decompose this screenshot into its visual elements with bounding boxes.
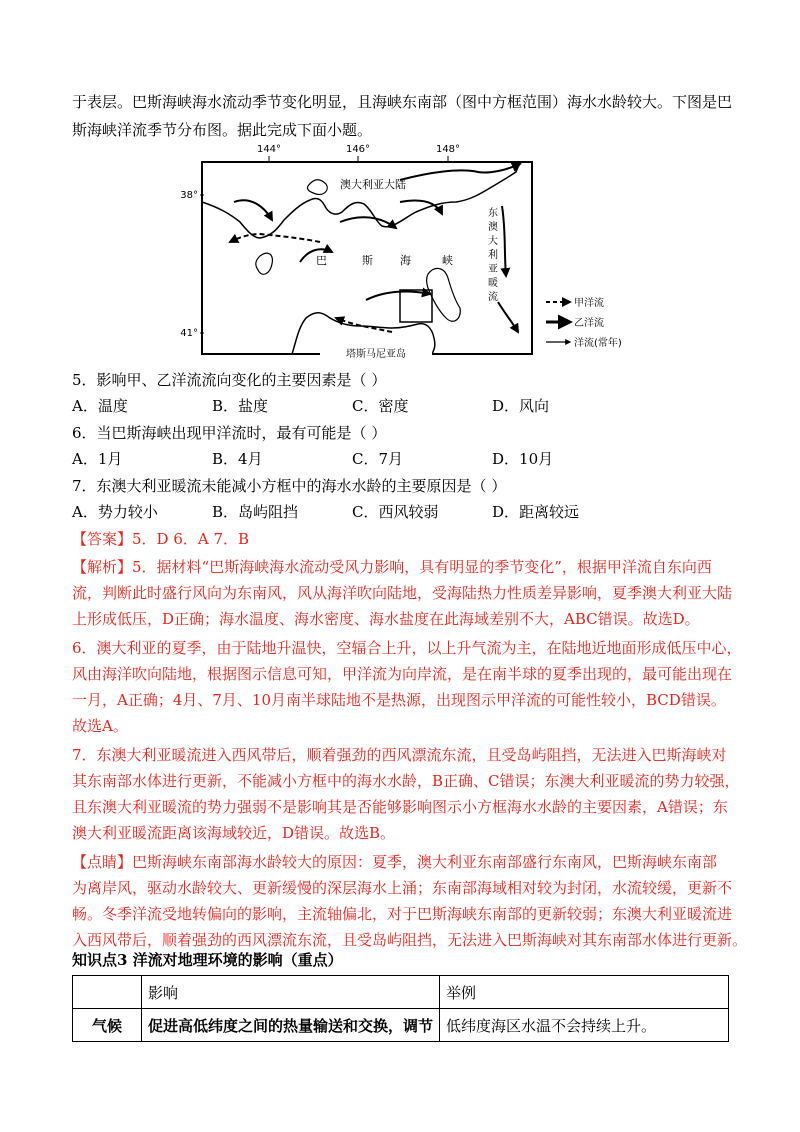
q5-stem: 5．影响甲、乙洋流流向变化的主要因素是（ ）	[72, 371, 387, 389]
mainland-label: 澳大利亚大陆	[340, 178, 406, 191]
analysis-line-8: 7．东澳大利亚暖流进入西风带后，顺着强劲的西风漂流东流，且受岛屿阻挡，无法进入巴斯海峡对	[72, 746, 727, 764]
legend-perennial-label: 洋流(常年)	[574, 338, 622, 349]
lat-label-41: 41°	[180, 328, 198, 339]
jia-current-arrow-2	[336, 318, 392, 332]
q5-option-a: A．温度	[72, 397, 128, 415]
eac-label-1: 东	[488, 208, 498, 219]
current-arrow-west	[234, 200, 272, 220]
eac-label-5: 亚	[488, 264, 498, 275]
q6-stem: 6．当巴斯海峡出现甲洋流时，最有可能是（ ）	[72, 424, 387, 442]
q7-option-a: A．势力较小	[72, 503, 158, 521]
table-cell-example: 低纬度海区水温不会持续上升。	[440, 1009, 729, 1042]
current-arrow-north	[400, 164, 520, 180]
answer-line	[72, 529, 732, 549]
tip-line-3: 畅。冬季洋流受地转偏向的影响，主流轴偏北，对于巴斯海峡东南部的更新较弱；东澳大利亚暖流进	[72, 905, 733, 923]
analysis-line-10: 且东澳大利亚暖流的势力强弱不是影响其是否能够影响图示小方框海水水龄的主要因素，A错误；东	[72, 798, 728, 816]
king-island	[256, 253, 273, 274]
q7-option-c: C．西风较弱	[352, 503, 439, 521]
analysis-line-3: 上形成低压，D正确；海水温度、海水密度、海水盐度在此海域差别不大，ABC错误。故选D。	[72, 610, 700, 628]
table-cell-category: 气候	[73, 1009, 142, 1042]
strait-label-4: 峡	[442, 254, 453, 267]
eac-arrow-lower	[498, 302, 518, 332]
jia-current-arrow-1	[230, 234, 320, 242]
table-header-cell-0	[73, 976, 142, 1009]
analysis-line-11: 澳大利亚暖流距离该海域较近，D错误。故选B。	[72, 824, 396, 842]
tip-tag: 【点睛】	[72, 853, 133, 871]
eac-arrow	[502, 206, 506, 276]
q7-option-b: B．岛屿阻挡	[212, 503, 299, 521]
knowledge-table	[72, 975, 729, 1042]
strait-label-1: 巴	[316, 254, 327, 267]
table-row	[73, 1009, 729, 1042]
tip-line-2: 为离岸风，驱动水龄较大、更新缓慢的深层海水上涌；东南部海域相对较为封闭，水流较缓，更新不	[72, 879, 733, 897]
q5-option-c: C．密度	[352, 397, 409, 415]
analysis-tag: 【解析】	[72, 558, 133, 576]
lon-label-146: 146°	[345, 144, 371, 155]
table-cell-impact: 促进高低纬度之间的热量输送和交换，调节	[142, 1009, 440, 1042]
table-header-cell-1: 影响	[142, 976, 440, 1009]
eac-label-3: 大	[488, 236, 498, 247]
q6-option-c: C．7月	[352, 450, 404, 468]
q5-option-b: B．盐度	[212, 397, 269, 415]
legend-jia-label: 甲洋流	[574, 298, 604, 309]
eac-label-2: 澳	[488, 222, 498, 233]
eac-label-7: 流	[488, 292, 498, 303]
current-arrow-south	[366, 292, 430, 300]
tip-line-4: 入西风带后，顺着强劲的西风漂流东流，且受岛屿阻挡，无法进入巴斯海峡对其东南部水体进行更新。	[72, 931, 748, 949]
legend-yi-label: 乙洋流	[574, 318, 604, 329]
lon-label-148: 148°	[435, 144, 461, 155]
q6-option-d: D．10月	[492, 450, 554, 468]
answer-text: 5．D 6．A 7．B	[132, 530, 250, 548]
port-phillip-outline	[307, 180, 327, 195]
tip-text-1: 巴斯海峡东南部海水龄较大的原因：夏季，澳大利亚东南部盛行东南风，巴斯海峡东南部	[132, 853, 718, 871]
answer-tag: 【答案】	[72, 530, 133, 548]
analysis-line-6: 一月，A正确；4月、7月、10月南半球陆地不是热源，出现图示甲洋流的可能性较小，BCD错误。	[72, 691, 726, 709]
intro-line-1: 于表层。巴斯海峡海水流动季节变化明显，且海峡东南部（图中方框范围）海水水龄较大。下图是巴	[72, 93, 733, 111]
q5-option-d: D．风向	[492, 397, 550, 415]
table-header-row	[73, 976, 729, 1009]
tip-line-1	[72, 852, 732, 872]
analysis-line-5: 风由海洋吹向陆地，根据图示信息可知，甲洋流为向岸流，是在南半球的夏季出现的，最可能出现在	[72, 665, 733, 683]
eac-label-4: 利	[488, 250, 498, 261]
analysis-text-1: 5．据材料“巴斯海峡海水流动受风力影响，具有明显的季节变化”，根据甲洋流自东向西	[132, 558, 712, 576]
q6-option-b: B．4月	[212, 450, 263, 468]
strait-label-3: 海	[400, 254, 411, 267]
current-arrow-east	[400, 201, 442, 215]
intro-line-2: 斯海峡洋流季节分布图。据此完成下面小题。	[72, 121, 373, 139]
high-water-age-box	[400, 290, 432, 322]
analysis-line-1	[72, 557, 732, 577]
lon-label-144: 144°	[256, 144, 282, 155]
knowledge-heading: 知识点3 洋流对地理环境的影响（重点）	[72, 951, 343, 969]
q7-stem: 7．东澳大利亚暖流未能减小方框中的海水水龄的主要原因是（ ）	[72, 477, 507, 495]
bass-strait-current-map	[160, 142, 640, 364]
q6-option-a: A．1月	[72, 450, 123, 468]
strait-label-2: 斯	[362, 254, 373, 267]
analysis-line-4: 6．澳大利亚的夏季，由于陆地升温快，空辐合上升，以上升气流为主，在陆地近地面形成低压中心，	[72, 639, 742, 657]
analysis-line-9: 其东南部水体进行更新，不能减小方框中的海水水龄，B正确、C错误；东澳大利亚暖流的势力较强，	[72, 772, 740, 790]
analysis-line-7: 故选A。	[72, 717, 128, 735]
q7-option-d: D．距离较远	[492, 503, 580, 521]
eac-label-6: 暖	[488, 278, 498, 289]
table-header-cell-2: 举例	[440, 976, 729, 1009]
lat-label-38: 38°	[180, 190, 198, 201]
tasmania-label: 塔斯马尼亚岛	[346, 349, 406, 360]
analysis-line-2: 流，判断此时盛行风向为东南风，风从海洋吹向陆地，受海陆热力性质差异影响，夏季澳大利亚大陆	[72, 584, 733, 602]
